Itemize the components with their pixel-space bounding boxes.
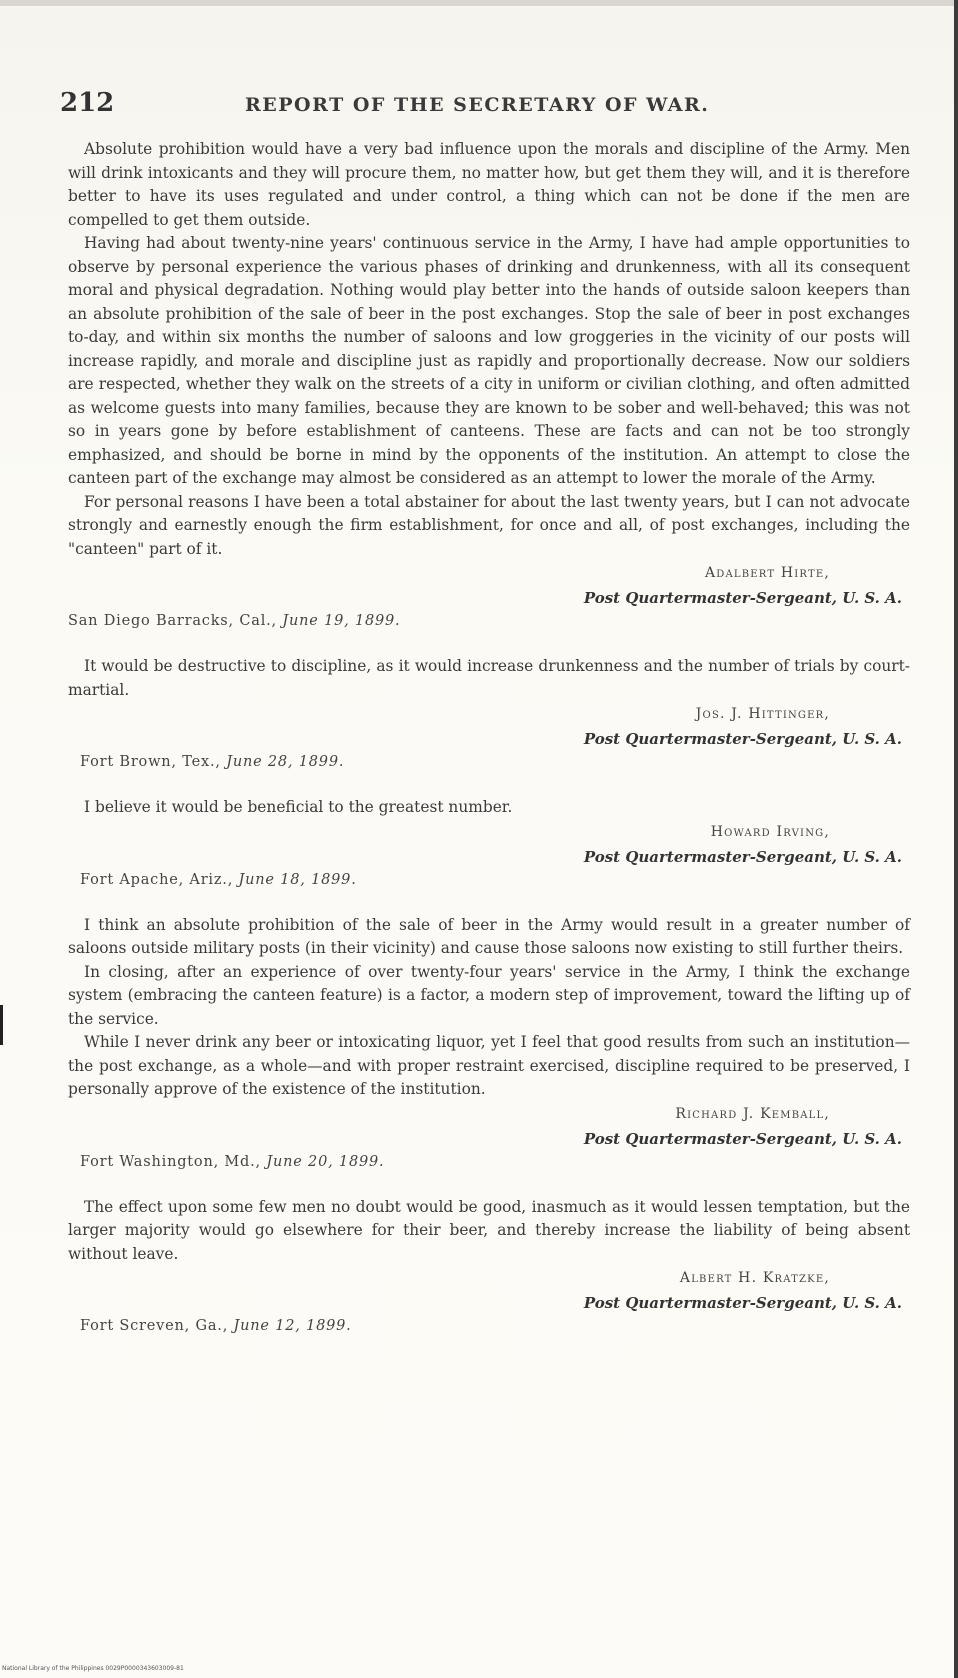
letter-section	[68, 138, 910, 633]
paragraph: While I never drink any beer or intoxicating liquor, yet I feel that good results from such an institution—the post exchange, as a whole—and with proper restraint exercised, discipline required to be preserved, I personally approve of the existence of the institution.	[68, 1033, 910, 1098]
signature-place: Fort Brown, Tex.,	[80, 754, 221, 770]
signature-place: Fort Screven, Ga.,	[80, 1318, 229, 1334]
signature-date: June 28, 1899.	[226, 754, 345, 770]
signer-name: Richard J. Kemball,	[675, 1105, 830, 1122]
paragraph: It would be destructive to discipline, as it would increase drunkenness and the number of trials by court-martial.	[68, 657, 910, 699]
signature-block	[68, 1266, 910, 1338]
letter-section	[68, 914, 910, 1174]
letter-section	[68, 655, 910, 774]
signer-name: Jos. J. Hittinger,	[695, 706, 830, 722]
signature-date: June 18, 1899.	[238, 871, 357, 888]
paragraph: Having had about twenty-nine years' continuous service in the Army, I have had ample opportunities to observe by personal experience the various phases of drinking and drunkenness, with all its consequent moral and physical degradation. Nothing would play better into the hands of outside saloon keepers than an absolute prohibition of the sale of beer in the post exchanges. Stop the sale of beer in post exchanges to-day, and within six months the number of saloons and low groggeries in the vicinity of our posts will increase rapidly, and morale and discipline just as rapidly and proportionally decrease. Now our soldiers are respected, whether they walk on the streets of a city in uniform or civilian clothing, and often admitted as welcome guests into many families, because they are known to be sober and well-behaved; this was not so in years gone by before establishment of canteens. These are facts and can not be too strongly emphasized, and should be borne in mind by the opponents of the institution. An attempt to close the canteen part of the exchange may almost be considered as an attempt to lower the morale of the Army.	[68, 234, 910, 487]
signer-title: Post Quartermaster-Sergeant, U. S. A.	[583, 1129, 902, 1148]
paragraph: The effect upon some few men no doubt would be good, inasmuch as it would lessen temptation, but the larger majority would go elsewhere for their beer, and thereby increase the liability of being absent without leave.	[68, 1197, 910, 1263]
scan-footer-note: National Library of the Philippines 0029P0000343603009-81	[2, 1665, 184, 1672]
signature-block	[68, 1102, 910, 1174]
paragraph: For personal reasons I have been a total abstainer for about the last twenty years, but I can not advocate strongly and earnestly enough the firm establishment, for once and all, of post exchanges, including the "canteen" part of it.	[68, 492, 910, 558]
letter-section	[68, 1196, 910, 1339]
spacer	[68, 774, 910, 796]
signer-title: Post Quartermaster-Sergeant, U. S. A.	[583, 589, 902, 607]
page-right-edge	[954, 0, 958, 1678]
signature-place-date	[80, 872, 357, 888]
signature-place-date	[80, 1318, 352, 1334]
document-body	[68, 138, 910, 1338]
signature-date: June 19, 1899.	[282, 613, 401, 629]
spacer	[68, 633, 910, 655]
paragraph: In closing, after an experience of over twenty-four years' service in the Army, I think the exchange system (embracing the canteen feature) is a factor, a modern step of improvement, toward the lifting up of the service.	[68, 962, 910, 1028]
running-title: REPORT OF THE SECRETARY OF WAR.	[245, 94, 710, 116]
page-top-edge	[0, 0, 958, 6]
signature-date: June 12, 1899.	[233, 1318, 352, 1334]
signature-place: Fort Washington, Md.,	[80, 1153, 261, 1170]
page-header	[60, 88, 910, 118]
signer-name: Howard Irving,	[710, 823, 830, 840]
signature-date: June 20, 1899.	[266, 1153, 385, 1170]
signature-block	[68, 561, 910, 633]
signer-name: Albert H. Kratzke,	[679, 1270, 830, 1286]
paragraph: Absolute prohibition would have a very bad influence upon the morals and discipline of the Army. Men will drink intoxicants and they will procure them, no matter how, but get them they will, and it is therefore better to have its uses regulated and under control, a thing which can not be done if the men are compelled to get them outside.	[68, 140, 910, 229]
letter-section	[68, 796, 910, 892]
paragraph: I believe it would be beneficial to the greatest number.	[84, 798, 513, 816]
signature-place-date	[80, 754, 344, 770]
signature-place-date	[68, 613, 400, 629]
signature-place-date	[80, 1154, 384, 1170]
signature-block	[68, 702, 910, 774]
page-number: 212	[60, 88, 115, 118]
scan-mark	[0, 1005, 3, 1045]
signer-title: Post Quartermaster-Sergeant, U. S. A.	[583, 1294, 902, 1312]
signer-title: Post Quartermaster-Sergeant, U. S. A.	[583, 730, 902, 748]
signer-title: Post Quartermaster-Sergeant, U. S. A.	[583, 847, 902, 866]
paragraph: I think an absolute prohibition of the sale of beer in the Army would result in a greater number of saloons outside military posts (in their vicinity) and cause those saloons now existing to still further theirs.	[68, 915, 910, 957]
signature-block	[68, 820, 910, 892]
spacer	[68, 892, 910, 914]
signer-name: Adalbert Hirte,	[704, 565, 830, 581]
signature-place: San Diego Barracks, Cal.,	[68, 613, 277, 629]
spacer	[68, 1174, 910, 1196]
signature-place: Fort Apache, Ariz.,	[80, 871, 234, 888]
